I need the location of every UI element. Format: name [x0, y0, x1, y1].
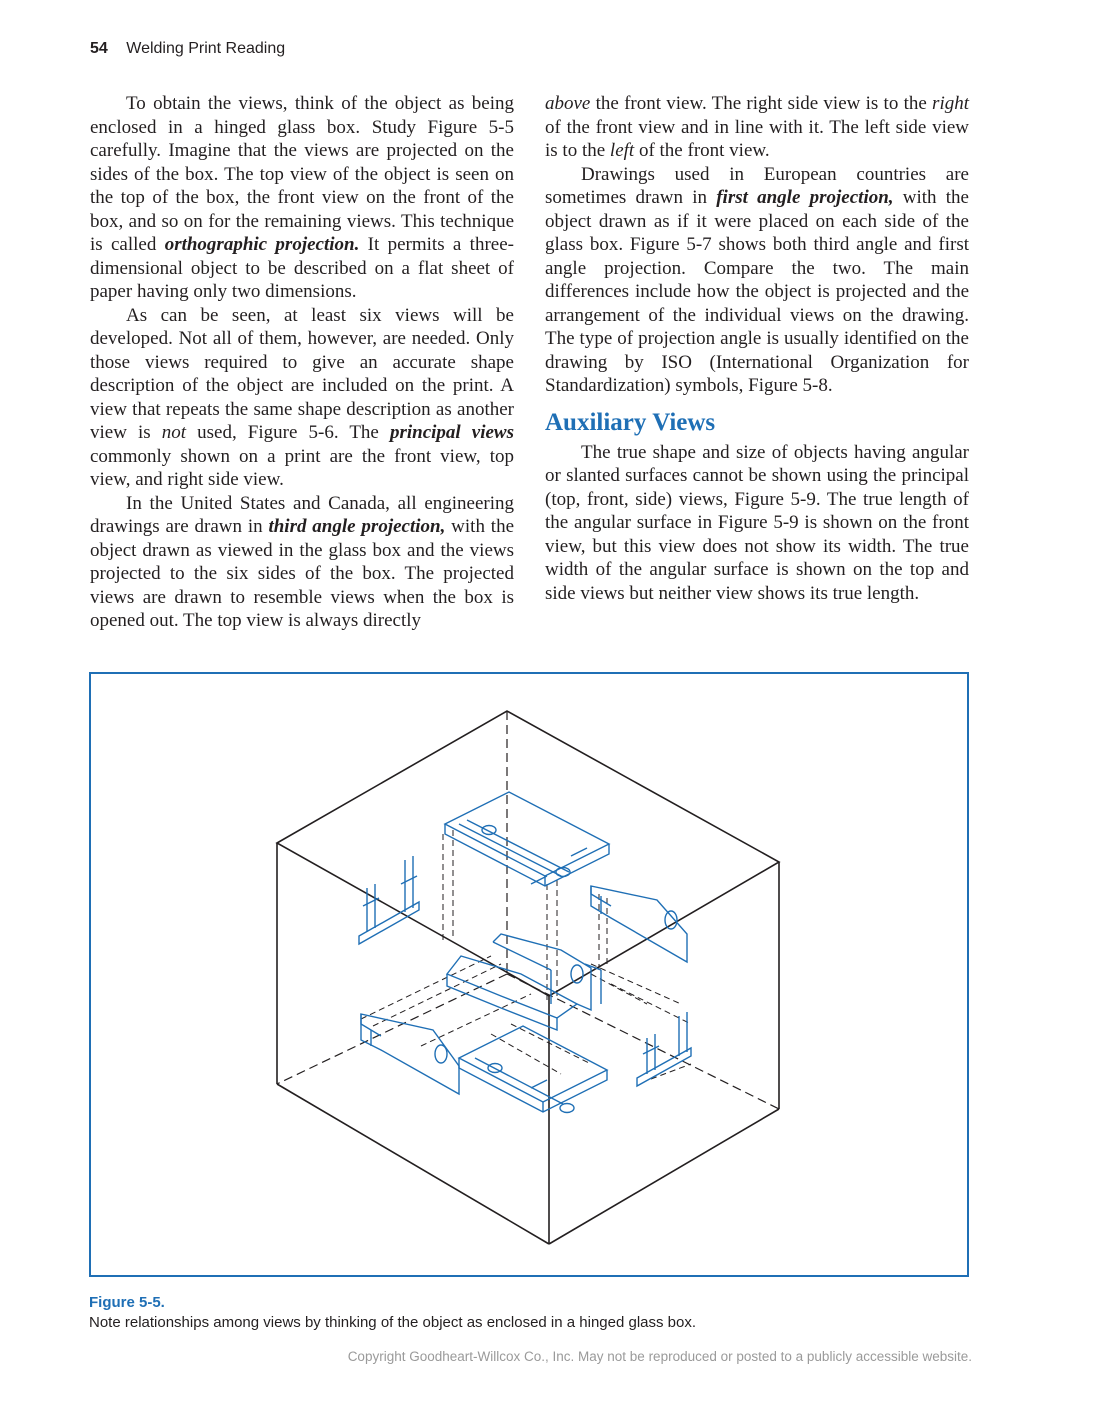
text-run: As can be seen, at least six views will be developed. Not all of them, however, are needed. Only those views required to give an accurate shape description of the object are included on the print. A view that repeats the same shape description as another view is: [90, 304, 514, 443]
left-side-view: [359, 856, 419, 944]
projection-lines: [361, 830, 691, 1079]
running-header: [90, 40, 285, 58]
term-principal-views: principal views: [389, 422, 514, 443]
text-run: To obtain the views, think of the object as being enclosed in a hinged glass box. Study Figure 5-5 carefully. Imagine that the views are projected on the sides of the box. The top view of the object is seen on the top of the box, the front view on the front of the box, and so on for the remaining views. This technique is called: [90, 93, 514, 255]
emphasis-left: left: [609, 140, 635, 161]
figure-number: Figure 5-5.: [89, 1294, 165, 1311]
front-view: [361, 1014, 459, 1094]
text-run: used, Figure 5-6. The: [186, 422, 390, 443]
text-run: Drawings used in European countries are sometimes drawn in: [545, 163, 969, 208]
figure-5-5-frame: [89, 672, 969, 1277]
term-orthographic-projection: orthographic projection.: [164, 234, 360, 255]
emphasis-right: right: [932, 93, 969, 114]
text-run: with the object drawn as if it were placed on each side of the glass box. Figure 5-7 shows both third angle and first angle projection. Compare the two. The main differences include how the object is projected and the arrangement of the individual views on the drawing. The type of projection angle is usually identified on the drawing by ISO (International Organization for Standardization) symbols, Figure 5-8.: [545, 187, 969, 396]
left-column: [90, 92, 514, 633]
paragraph-first-angle: [545, 163, 969, 398]
right-column: [545, 92, 969, 605]
copyright-notice: Copyright Goodheart-Willcox Co., Inc. May not be reproduced or posted to a publicly accessible website.: [347, 1349, 972, 1364]
section-heading-auxiliary-views: Auxiliary Views: [545, 408, 716, 436]
paragraph-glass-box: [90, 92, 514, 304]
text-run: It permits a three-dimensional object to be described on a flat sheet of paper having only two dimensions.: [90, 234, 514, 302]
emphasis-not: not: [161, 422, 187, 443]
hidden-edges: [277, 711, 779, 1109]
paragraph-view-placement: [545, 92, 969, 163]
term-first-angle-projection: first angle projection,: [716, 187, 894, 208]
text-run: of the front view.: [634, 140, 770, 161]
object-views: [359, 792, 691, 1113]
text-run: with the object drawn as viewed in the glass box and the views projected to the six sides of the box. The projected views are drawn to resemble views when the box is opened out. The top view is always directly: [90, 516, 515, 631]
bottom-view-plate: [459, 1026, 607, 1113]
paragraph-six-views: [90, 304, 514, 492]
running-title: Welding Print Reading: [126, 40, 286, 57]
text-run: the front view. The right side view is to the: [590, 93, 933, 114]
rear-view: [637, 1012, 691, 1086]
page-number: 54: [90, 40, 108, 57]
figure-caption-text: Note relationships among views by thinking of the object as enclosed in a hinged glass box.: [89, 1314, 697, 1331]
term-third-angle-projection: third angle projection,: [268, 516, 446, 537]
glass-box-illustration: [91, 674, 967, 1275]
emphasis-above: above: [545, 93, 591, 114]
paragraph-auxiliary: [545, 441, 969, 606]
paragraph-third-angle: [90, 492, 514, 633]
text-run: commonly shown on a print are the front view, top view, and right side view.: [90, 445, 514, 490]
text-run: In the United States and Canada, all engineering drawings are drawn in: [90, 492, 514, 537]
top-view-plate: [445, 792, 609, 886]
text-run: of the front view and in line with it. The left side view is to the: [545, 116, 969, 161]
text-run: The true shape and size of objects having angular or slanted surfaces cannot be shown using the principal (top, front, side) views, Figure 5-9. The true length of the angular surface in Figure 5-9 is shown on the front view, but this view does not show its width. The true width of the angular surface is shown on the top and side views but neither view shows its true length.: [545, 441, 969, 604]
figure-caption: [89, 1293, 696, 1333]
